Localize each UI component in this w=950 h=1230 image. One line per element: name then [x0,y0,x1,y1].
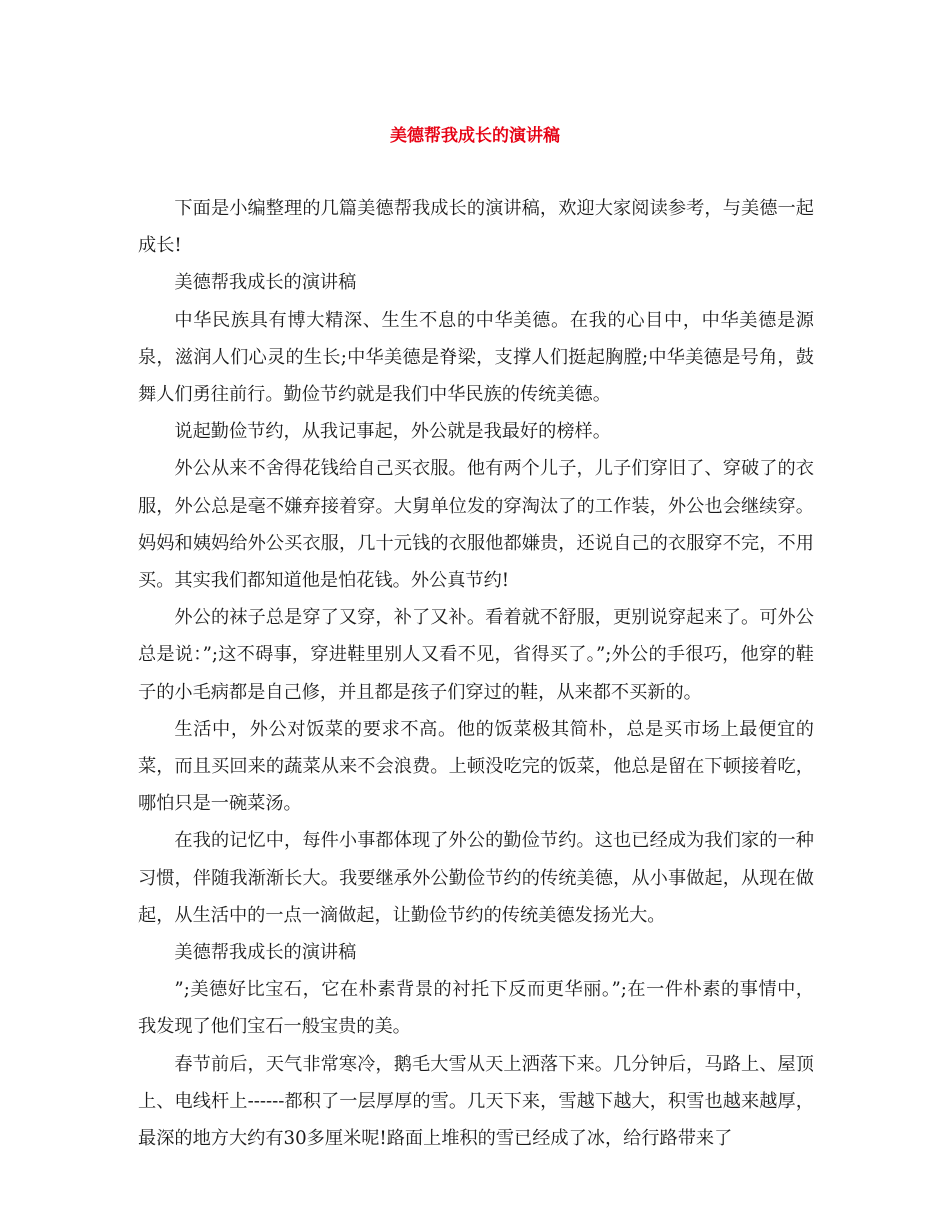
paragraph: 外公从来不舍得花钱给自己买衣服。他有两个儿子，儿子们穿旧了、穿破了的衣服，外公总是毫不嫌弃接着穿。大舅单位发的穿淘汰了的工作装，外公也会继续穿。妈妈和姨妈给外公买衣服，几十元钱的衣服他都嫌贵，还说自己的衣服穿不完，不用买。其实我们都知道他是怕花钱。外公真节约! [138,458,814,592]
document-title: 美德帮我成长的演讲稿 [390,126,560,146]
document-body [138,190,814,1157]
paragraph: 春节前后，天气非常寒冷，鹅毛大雪从天上洒落下来。几分钟后，马路上、屋顶上、电线杆上------都积了一层厚厚的雪。几天下来，雪越下越大，积雪也越来越厚，最深的地方大约有30多厘米呢!路面上堆积的雪已经成了冰，给行路带来了 [138,1053,814,1150]
section-heading: 美德帮我成长的演讲稿 [174,942,357,964]
paragraph: 说起勤俭节约，从我记事起，外公就是我最好的榜样。 [174,421,611,443]
section-heading: 美德帮我成长的演讲稿 [174,272,357,294]
paragraph: 在我的记忆中，每件小事都体现了外公的勤俭节约。这也已经成为我们家的一种习惯，伴随我渐渐长大。我要继承外公勤俭节约的传统美德，从小事做起，从现在做起，从生活中的一点一滴做起，让勤俭节约的传统美德发扬光大。 [138,830,814,926]
paragraph: ”;美德好比宝石，它在朴素背景的衬托下反而更华丽。”;在一件朴素的事情中，我发现了他们宝石一般宝贵的美。 [138,979,814,1038]
paragraph-intro: 下面是小编整理的几篇美德帮我成长的演讲稿，欢迎大家阅读参考，与美德一起成长! [138,198,814,257]
paragraph: 中华民族具有博大精深、生生不息的中华美德。在我的心目中，中华美德是源泉，滋润人们心灵的生长;中华美德是脊梁，支撑人们挺起胸膛;中华美德是号角，鼓舞人们勇往前行。勤俭节约就是我们中华民族的传统美德。 [138,309,814,406]
paragraph: 外公的袜子总是穿了又穿，补了又补。看着就不舒服，更别说穿起来了。可外公总是说：”;这不碍事，穿进鞋里别人又看不见，省得买了。”;外公的手很巧，他穿的鞋子的小毛病都是自己修，并且都是孩子们穿过的鞋，从来都不买新的。 [138,607,814,703]
paragraph: 生活中，外公对饭菜的要求不高。他的饭菜极其简朴，总是买市场上最便宜的菜，而且买回来的蔬菜从来不会浪费。上顿没吃完的饭菜，他总是留在下顿接着吃，哪怕只是一碗菜汤。 [138,718,814,815]
